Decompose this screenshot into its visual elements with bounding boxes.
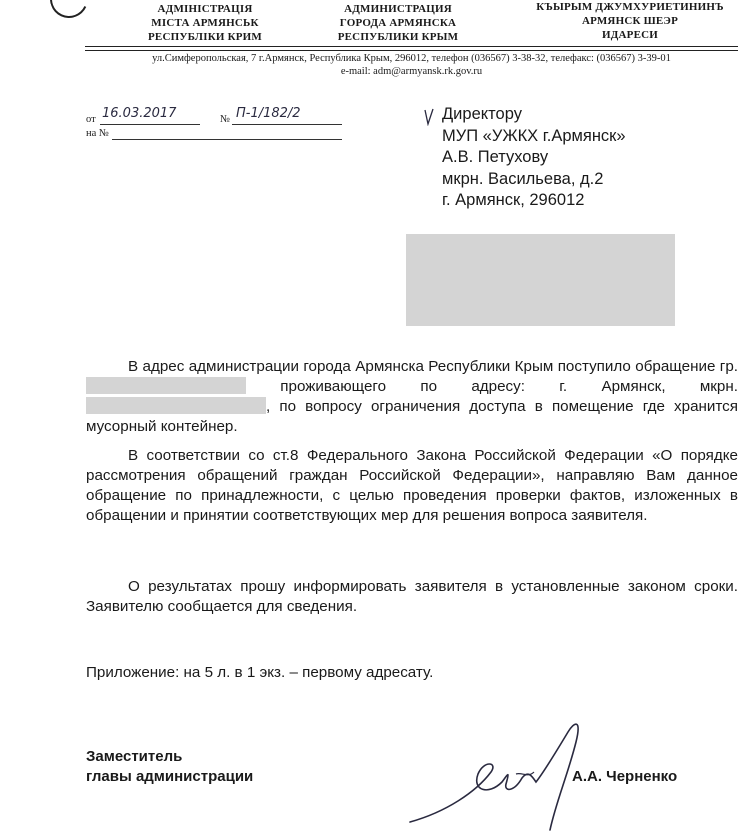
body-paragraph-3 xyxy=(86,577,738,617)
header-ru-line1: АДМИНИСТРАЦИЯ xyxy=(344,3,452,15)
header-ru-line3: РЕСПУБЛИКИ КРЫМ xyxy=(337,31,459,43)
header-uk-line1: АДМІНІСТРАЦІЯ xyxy=(157,3,253,15)
from-label: от xyxy=(86,114,96,125)
p1-text-b: проживающего по адресу: г. Армянск, мкрн. xyxy=(246,378,738,395)
signatory-title-line1: Заместитель xyxy=(86,748,183,765)
number-underline xyxy=(232,124,342,125)
contact-email: e-mail: adm@armyansk.rk.gov.ru xyxy=(340,66,483,77)
p2-text: В соответствии со ст.8 Федерального Закона Российской Федерации «О порядке рассмотрения обращений граждан Российской Федерации», направляю Вам данное обращение по принадлежности, с целью проведения проверки фактов, изложенных в обращении и принятии соответствующих мер для решения вопроса заявителя. xyxy=(86,447,738,524)
contact-address: ул.Симферопольская, 7 г.Армянск, Республика Крым, 296012, телефон (036567) 3-38-32, телефакс: (036567) 3-39-01 xyxy=(152,53,671,64)
addressee-line2: МУП «УЖКХ г.Армянск» xyxy=(442,126,626,145)
number-value: П-1/182/2 xyxy=(236,106,301,121)
header-crimean-tatar xyxy=(520,0,740,42)
header-rule-thick xyxy=(85,46,738,47)
addressee-line4: мкрн. Васильева, д.2 xyxy=(442,169,604,188)
header-crt-line2: АРМЯНСК ШЕЭР xyxy=(581,15,678,27)
attachment-text: Приложение: на 5 л. в 1 экз. – первому адресату. xyxy=(86,664,434,681)
header-crt-line1: КЪЫРЫМ ДЖУМХУРИЕТИНИНЪ xyxy=(536,1,724,13)
emblem-fragment xyxy=(45,0,94,23)
p1-text-c: , по вопросу ограничения доступа в помещение где хранится мусорный контейнер. xyxy=(86,398,738,435)
signatory-title-line2: главы администрации xyxy=(86,768,254,785)
number-label: № xyxy=(220,114,231,125)
header-ru-line2: ГОРОДА АРМЯНСКА xyxy=(339,17,457,29)
redacted-name xyxy=(86,377,246,394)
header-uk-line2: МІСТА АРМЯНСЬК xyxy=(151,17,259,29)
header-russian xyxy=(318,2,478,44)
header-rule-thin xyxy=(85,50,738,51)
attachment-line xyxy=(86,663,738,683)
header-crt-line3: ИДАРЕСИ xyxy=(601,29,659,41)
addressee-line1: Директору xyxy=(442,105,522,123)
redacted-address xyxy=(86,397,266,414)
addressee-line5: г. Армянск, 296012 xyxy=(442,191,585,209)
from-date: 16.03.2017 xyxy=(102,106,177,121)
redacted-block xyxy=(406,234,675,326)
p3-text: О результатах прошу информировать заявителя в установленные законом сроки. Заявителю сообщается для сведения. xyxy=(86,578,738,615)
addressee-line3: А.В. Петухову xyxy=(442,148,549,166)
body-paragraph-1 xyxy=(86,357,738,437)
p1-text-a: В адрес администрации города Армянска Республики Крым поступило обращение гр. xyxy=(128,358,738,375)
handwritten-tick-mark xyxy=(424,108,434,126)
body-paragraph-2 xyxy=(86,446,738,526)
signatory-name: А.А. Черненко xyxy=(572,768,678,785)
header-ukrainian xyxy=(120,2,290,44)
addressee-block xyxy=(442,104,626,212)
header-uk-line3: РЕСПУБЛІКИ КРИМ xyxy=(147,31,263,43)
reply-to-underline xyxy=(112,139,342,140)
from-date-underline xyxy=(100,124,200,125)
reply-to-label: на № xyxy=(86,128,109,139)
